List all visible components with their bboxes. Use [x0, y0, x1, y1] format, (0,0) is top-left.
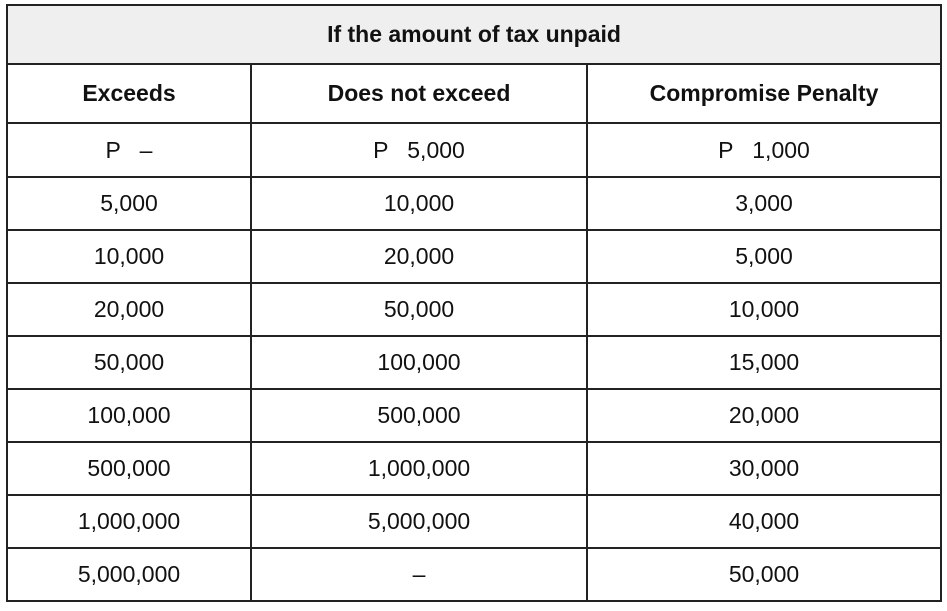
cell-compromise-penalty: 30,000: [587, 442, 941, 495]
cell-compromise-penalty: 3,000: [587, 177, 941, 230]
cell-compromise-penalty: 15,000: [587, 336, 941, 389]
cell-compromise-penalty: 50,000: [587, 548, 941, 601]
table-row: [7, 230, 941, 283]
cell-does-not-exceed: 1,000,000: [251, 442, 587, 495]
table-row: [7, 123, 941, 177]
cell-does-not-exceed: 5,000,000: [251, 495, 587, 548]
cell-exceeds: 100,000: [7, 389, 251, 442]
cell-does-not-exceed: 100,000: [251, 336, 587, 389]
cell-exceeds: 20,000: [7, 283, 251, 336]
table-row: [7, 442, 941, 495]
cell-exceeds: P –: [7, 123, 251, 177]
table-row: [7, 283, 941, 336]
table-header-row: [7, 64, 941, 123]
cell-exceeds: 5,000: [7, 177, 251, 230]
cell-compromise-penalty: 40,000: [587, 495, 941, 548]
cell-does-not-exceed: 10,000: [251, 177, 587, 230]
table-title: If the amount of tax unpaid: [7, 5, 941, 64]
cell-does-not-exceed: 20,000: [251, 230, 587, 283]
cell-compromise-penalty: P 1,000: [587, 123, 941, 177]
header-compromise-penalty: Compromise Penalty: [587, 64, 941, 123]
table-row: [7, 389, 941, 442]
cell-exceeds: 10,000: [7, 230, 251, 283]
cell-exceeds: 50,000: [7, 336, 251, 389]
cell-exceeds: 5,000,000: [7, 548, 251, 601]
compromise-penalty-table: [6, 4, 942, 602]
cell-does-not-exceed: –: [251, 548, 587, 601]
table-row: [7, 495, 941, 548]
header-exceeds: Exceeds: [7, 64, 251, 123]
cell-compromise-penalty: 20,000: [587, 389, 941, 442]
cell-exceeds: 500,000: [7, 442, 251, 495]
cell-does-not-exceed: P 5,000: [251, 123, 587, 177]
table-title-row: [7, 5, 941, 64]
header-does-not-exceed: Does not exceed: [251, 64, 587, 123]
table-row: [7, 177, 941, 230]
compromise-penalty-table-container: [6, 4, 942, 602]
cell-compromise-penalty: 5,000: [587, 230, 941, 283]
cell-compromise-penalty: 10,000: [587, 283, 941, 336]
cell-does-not-exceed: 50,000: [251, 283, 587, 336]
cell-does-not-exceed: 500,000: [251, 389, 587, 442]
table-row: [7, 336, 941, 389]
cell-exceeds: 1,000,000: [7, 495, 251, 548]
table-row: [7, 548, 941, 601]
